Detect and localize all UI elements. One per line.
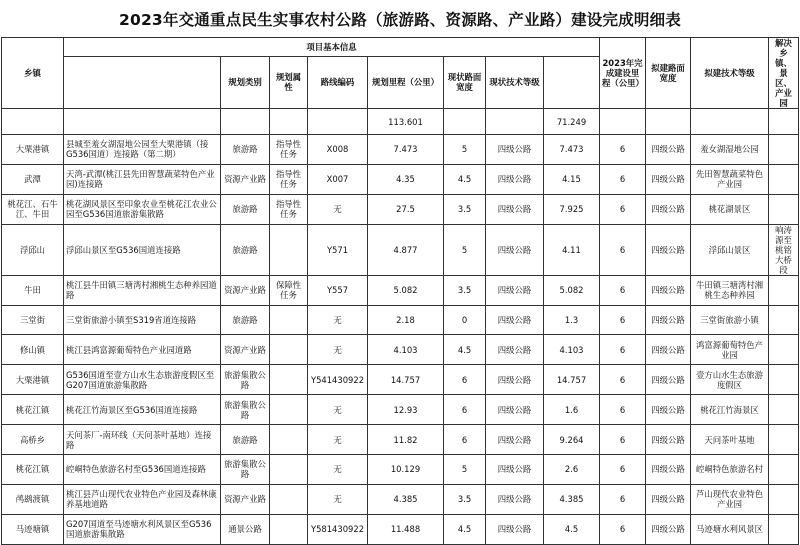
new-grade-cell: 四级公路	[646, 484, 691, 514]
project-name-cell: 桃花江竹海景区至G536国道连接路	[64, 395, 221, 425]
done-length-cell: 1.6	[544, 395, 600, 425]
done-length-cell: 7.473	[544, 135, 600, 165]
width-cell: 5	[444, 135, 486, 165]
solve-cell: 马迹塘水利风景区	[691, 514, 769, 544]
done-length-cell: 4.5	[544, 514, 600, 544]
note-cell	[769, 425, 799, 455]
grade-cell: 四级公路	[486, 514, 544, 544]
header-plan-length: 规划里程（公里）	[368, 56, 444, 108]
grade-cell: 四级公路	[486, 275, 544, 305]
new-grade-cell: 四级公路	[646, 164, 691, 194]
plan-length-cell: 11.488	[368, 514, 444, 544]
new-grade-cell: 四级公路	[646, 335, 691, 365]
header-done-length: 2023年完成建设里程（公里）	[600, 38, 646, 109]
town-cell: 大栗港镇	[2, 135, 64, 165]
plan-length-cell: 11.82	[368, 425, 444, 455]
note-cell: 响涛源至桃铭大桥段	[769, 224, 799, 275]
width-cell: 4.5	[444, 335, 486, 365]
plan-length-cell: 10.129	[368, 455, 444, 485]
new-width-cell: 6	[600, 484, 646, 514]
solve-cell: 羞女湖湿地公园	[691, 135, 769, 165]
done-length-cell: 5.082	[544, 275, 600, 305]
plan-type-cell: 旅游集散公路	[221, 365, 270, 395]
new-grade-cell: 四级公路	[646, 305, 691, 335]
totals-row	[2, 109, 799, 135]
project-name-cell: G207国道至马迹塘水利风景区至G536国道旅游集散路	[64, 514, 221, 544]
route-code-cell: 无	[308, 305, 368, 335]
width-cell: 6	[444, 395, 486, 425]
header-name	[64, 56, 221, 108]
header-town: 乡镇	[2, 38, 64, 109]
plan-length-cell: 12.93	[368, 395, 444, 425]
new-grade-cell: 四级公路	[646, 514, 691, 544]
route-code-cell: X008	[308, 135, 368, 165]
note-cell	[769, 135, 799, 165]
plan-length-cell: 4.877	[368, 224, 444, 275]
solve-cell: 鸿富源葡萄特色产业园	[691, 335, 769, 365]
done-length-cell: 1.3	[544, 305, 600, 335]
route-code-cell: 无	[308, 395, 368, 425]
plan-type-cell: 通景公路	[221, 514, 270, 544]
grade-cell: 四级公路	[486, 365, 544, 395]
route-code-cell: 无	[308, 425, 368, 455]
plan-type-cell: 资源产业路	[221, 335, 270, 365]
plan-type-cell: 资源产业路	[221, 275, 270, 305]
plan-length-cell: 27.5	[368, 194, 444, 224]
width-cell: 4.5	[444, 514, 486, 544]
new-grade-cell: 四级公路	[646, 395, 691, 425]
town-cell: 三堂街	[2, 305, 64, 335]
solve-cell: 芦山现代农业特色产业园	[691, 484, 769, 514]
table-row	[2, 305, 799, 335]
width-cell: 5	[444, 224, 486, 275]
plan-length-cell: 5.082	[368, 275, 444, 305]
project-name-cell: 桃江县牛田镇三塘湾村湘桃生态种养园道路	[64, 275, 221, 305]
grade-cell: 四级公路	[486, 484, 544, 514]
note-cell	[769, 335, 799, 365]
table-row	[2, 224, 799, 275]
new-width-cell: 6	[600, 425, 646, 455]
project-name-cell: 天问茶厂-南环线（天问茶叶基地）连接路	[64, 425, 221, 455]
width-cell: 4.5	[444, 164, 486, 194]
new-grade-cell: 四级公路	[646, 224, 691, 275]
plan-attr-cell	[270, 455, 308, 485]
plan-attr-cell: 指导性任务	[270, 164, 308, 194]
plan-attr-cell	[270, 425, 308, 455]
plan-length-cell: 4.103	[368, 335, 444, 365]
new-width-cell: 6	[600, 455, 646, 485]
table-row	[2, 514, 799, 544]
route-code-cell: X007	[308, 164, 368, 194]
project-name-cell: 县城至羞女湖湿地公园至大栗港镇（接G536国道）连接路（第二期）	[64, 135, 221, 165]
route-code-cell: 无	[308, 194, 368, 224]
plan-length-cell: 7.473	[368, 135, 444, 165]
header-new-grade: 拟建技术等级	[691, 38, 769, 109]
town-cell: 高桥乡	[2, 425, 64, 455]
plan-type-cell: 旅游集散公路	[221, 455, 270, 485]
table-row	[2, 365, 799, 395]
projects-table	[1, 37, 799, 545]
done-length-cell: 4.11	[544, 224, 600, 275]
town-cell: 马迹塘镇	[2, 514, 64, 544]
note-cell	[769, 395, 799, 425]
grade-cell: 四级公路	[486, 455, 544, 485]
new-width-cell: 6	[600, 395, 646, 425]
plan-length-cell: 4.35	[368, 164, 444, 194]
width-cell: 3.5	[444, 275, 486, 305]
town-cell: 鸬鹚渡镇	[2, 484, 64, 514]
solve-cell: 三堂街旅游小镇	[691, 305, 769, 335]
plan-type-cell: 旅游路	[221, 224, 270, 275]
page-title: 2023年交通重点民生实事农村公路（旅游路、资源路、产业路）建设完成明细表	[118, 11, 682, 29]
solve-cell: 桃花江竹海景区	[691, 395, 769, 425]
plan-type-cell: 资源产业路	[221, 164, 270, 194]
plan-type-cell: 资源产业路	[221, 484, 270, 514]
plan-attr-cell	[270, 365, 308, 395]
table-row	[2, 455, 799, 485]
note-cell	[769, 484, 799, 514]
width-cell: 3.5	[444, 194, 486, 224]
town-cell: 桃花江镇	[2, 395, 64, 425]
route-code-cell: 无	[308, 455, 368, 485]
grade-cell: 四级公路	[486, 425, 544, 455]
table-row	[2, 275, 799, 305]
solve-cell: 天问茶叶基地	[691, 425, 769, 455]
project-name-cell: G536国道至壹方山水生态旅游度假区至G207国道旅游集散路	[64, 365, 221, 395]
solve-cell: 牛田镇三塘湾村湘桃生态种养园	[691, 275, 769, 305]
table-row	[2, 335, 799, 365]
solve-cell: 先田智慧蔬菜特色产业园	[691, 164, 769, 194]
town-cell: 大栗港镇	[2, 365, 64, 395]
plan-type-cell: 旅游路	[221, 425, 270, 455]
plan-attr-cell	[270, 395, 308, 425]
done-length-cell: 4.103	[544, 335, 600, 365]
new-grade-cell: 四级公路	[646, 425, 691, 455]
note-cell	[769, 275, 799, 305]
plan-length-cell: 4.385	[368, 484, 444, 514]
new-grade-cell: 四级公路	[646, 365, 691, 395]
total-done-length: 71.249	[544, 109, 600, 135]
grade-cell: 四级公路	[486, 305, 544, 335]
done-length-cell: 2.6	[544, 455, 600, 485]
town-cell: 桃花江、石牛江、牛田	[2, 194, 64, 224]
route-code-cell: Y581430922	[308, 514, 368, 544]
plan-attr-cell: 指导性任务	[270, 135, 308, 165]
solve-cell: 桃花湖景区	[691, 194, 769, 224]
grade-cell: 四级公路	[486, 164, 544, 194]
route-code-cell: 无	[308, 484, 368, 514]
table-row	[2, 395, 799, 425]
plan-attr-cell	[270, 484, 308, 514]
grade-cell: 四级公路	[486, 395, 544, 425]
table-row	[2, 484, 799, 514]
new-grade-cell: 四级公路	[646, 135, 691, 165]
plan-attr-cell	[270, 224, 308, 275]
done-length-cell: 4.385	[544, 484, 600, 514]
new-width-cell: 6	[600, 305, 646, 335]
plan-type-cell: 旅游路	[221, 194, 270, 224]
project-name-cell: 三堂街旅游小镇至S319省道连接路	[64, 305, 221, 335]
new-width-cell: 6	[600, 365, 646, 395]
table-row	[2, 164, 799, 194]
new-width-cell: 6	[600, 514, 646, 544]
project-name-cell: 桃花湖风景区至印象农业至桃花江农业公园至G536国道旅游集散路	[64, 194, 221, 224]
new-grade-cell: 四级公路	[646, 275, 691, 305]
town-cell: 桃花江镇	[2, 455, 64, 485]
note-cell	[769, 365, 799, 395]
width-cell: 6	[444, 365, 486, 395]
route-code-cell: 无	[308, 335, 368, 365]
solve-cell: 浮邱山景区	[691, 224, 769, 275]
width-cell: 3.5	[444, 484, 486, 514]
note-cell	[769, 455, 799, 485]
table-row	[2, 425, 799, 455]
width-cell: 6	[444, 425, 486, 455]
width-cell: 5	[444, 455, 486, 485]
new-grade-cell: 四级公路	[646, 455, 691, 485]
header-grade: 现状技术等级	[486, 56, 544, 108]
header-code: 路线编码	[308, 56, 368, 108]
table-row	[2, 194, 799, 224]
plan-attr-cell: 保障性任务	[270, 275, 308, 305]
header-width: 现状路面宽度	[444, 56, 486, 108]
plan-length-cell: 2.18	[368, 305, 444, 335]
grade-cell: 四级公路	[486, 194, 544, 224]
project-name-cell: 崆峒特色旅游名村至G536国道连接路	[64, 455, 221, 485]
new-width-cell: 6	[600, 135, 646, 165]
project-name-cell: 桃江县鸿富源葡萄特色产业园道路	[64, 335, 221, 365]
plan-attr-cell	[270, 514, 308, 544]
town-cell: 修山镇	[2, 335, 64, 365]
town-cell: 浮邱山	[2, 224, 64, 275]
new-width-cell: 6	[600, 275, 646, 305]
solve-cell: 壹方山水生态旅游度假区	[691, 365, 769, 395]
note-cell	[769, 514, 799, 544]
plan-type-cell: 旅游路	[221, 305, 270, 335]
header-group: 项目基本信息	[64, 38, 600, 57]
route-code-cell: Y571	[308, 224, 368, 275]
done-length-cell: 4.15	[544, 164, 600, 194]
width-cell: 0	[444, 305, 486, 335]
project-name-cell: 天湾-武潭(桃江县先田智慧蔬菜特色产业园)连接路	[64, 164, 221, 194]
note-cell	[769, 194, 799, 224]
route-code-cell: Y541430922	[308, 365, 368, 395]
note-cell	[769, 305, 799, 335]
header-new-width: 拟建路面宽度	[646, 38, 691, 109]
town-cell: 牛田	[2, 275, 64, 305]
plan-attr-cell: 指导性任务	[270, 194, 308, 224]
new-width-cell: 6	[600, 224, 646, 275]
route-code-cell: Y557	[308, 275, 368, 305]
done-length-cell: 7.925	[544, 194, 600, 224]
grade-cell: 四级公路	[486, 335, 544, 365]
header-attr: 规划属性	[270, 56, 308, 108]
table-row	[2, 135, 799, 165]
plan-type-cell: 旅游路	[221, 135, 270, 165]
town-cell: 武潭	[2, 164, 64, 194]
grade-cell: 四级公路	[486, 135, 544, 165]
header-type: 规划类别	[221, 56, 270, 108]
new-width-cell: 6	[600, 194, 646, 224]
new-width-cell: 6	[600, 335, 646, 365]
plan-attr-cell	[270, 335, 308, 365]
header-solve: 解决乡镇、景区、产业园	[769, 38, 799, 109]
done-length-cell: 14.757	[544, 365, 600, 395]
plan-type-cell: 旅游集散公路	[221, 395, 270, 425]
grade-cell: 四级公路	[486, 224, 544, 275]
note-cell	[769, 164, 799, 194]
plan-attr-cell	[270, 305, 308, 335]
done-length-cell: 9.264	[544, 425, 600, 455]
project-name-cell: 桃江县芦山现代农业特色产业园及森林康养基地道路	[64, 484, 221, 514]
project-name-cell: 浮邱山景区至G536国道连接路	[64, 224, 221, 275]
solve-cell: 崆峒特色旅游名村	[691, 455, 769, 485]
plan-length-cell: 14.757	[368, 365, 444, 395]
new-width-cell: 6	[600, 164, 646, 194]
new-grade-cell: 四级公路	[646, 194, 691, 224]
total-plan-length: 113.601	[368, 109, 444, 135]
